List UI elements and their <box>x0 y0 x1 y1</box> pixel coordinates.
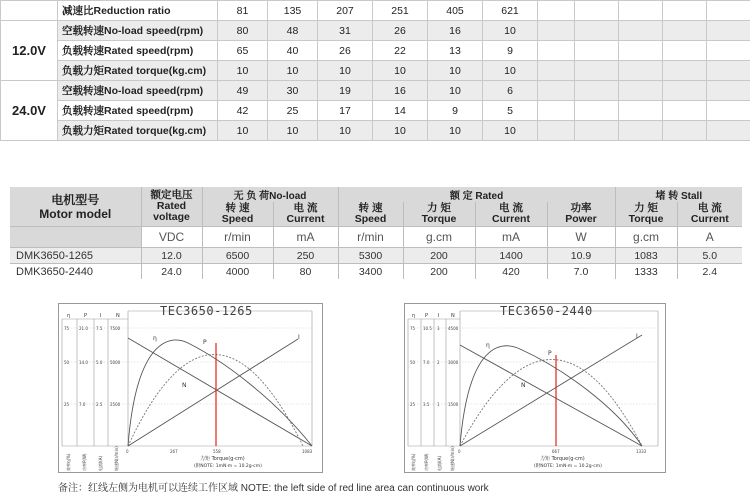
svg-text:5000: 5000 <box>110 360 121 365</box>
value-cell: 10 <box>268 61 318 81</box>
noload-header: 无 负 荷No-load <box>202 187 338 202</box>
svg-text:7.0: 7.0 <box>79 402 86 407</box>
svg-text:I: I <box>100 313 102 319</box>
value-cell: 80 <box>273 264 338 280</box>
svg-text:50: 50 <box>64 360 70 365</box>
value-cell: 4000 <box>202 264 273 280</box>
unit-cell: mA <box>273 227 338 248</box>
value-cell: 10 <box>428 121 483 141</box>
eff-curve-label: η <box>153 335 157 342</box>
svg-text:7.0: 7.0 <box>423 360 430 365</box>
svg-text:267: 267 <box>170 449 178 454</box>
value-cell: 10 <box>268 121 318 141</box>
value-cell: 7.0 <box>547 264 615 280</box>
value-cell: 6500 <box>202 248 273 264</box>
svg-text:2: 2 <box>437 360 440 365</box>
svg-text:电流I(A): 电流I(A) <box>98 455 103 471</box>
svg-text:N: N <box>116 313 120 319</box>
svg-text:75: 75 <box>410 326 416 331</box>
value-cell: 42 <box>218 101 268 121</box>
unit-cell: g.cm <box>615 227 677 248</box>
value-cell: 10 <box>318 61 373 81</box>
svg-text:1083: 1083 <box>302 449 313 454</box>
svg-text:25: 25 <box>410 402 416 407</box>
reduction-ratio-table <box>0 0 750 141</box>
svg-text:1: 1 <box>437 402 440 407</box>
row-label: 负载力矩Rated torque(kg.cm) <box>58 61 218 81</box>
value-cell: 13 <box>428 41 483 61</box>
speed-curve-label: N <box>521 382 526 389</box>
value-cell: 31 <box>318 21 373 41</box>
svg-text:1500: 1500 <box>448 402 459 407</box>
ratio-cell: 81 <box>218 1 268 21</box>
svg-text:1333: 1333 <box>636 449 647 454</box>
value-cell: 10 <box>373 121 428 141</box>
svg-text:3000: 3000 <box>448 360 459 365</box>
svg-text:3: 3 <box>437 326 440 331</box>
row-label: 负载转速Rated speed(rpm) <box>58 41 218 61</box>
value-cell: 25 <box>268 101 318 121</box>
svg-text:667: 667 <box>552 449 560 454</box>
footnote: 备注：红线左侧为电机可以连续工作区域 NOTE: the left side of red line area can continuous work <box>58 483 489 494</box>
value-cell: 40 <box>268 41 318 61</box>
value-cell: 10 <box>483 61 538 81</box>
svg-text:N: N <box>451 313 455 319</box>
svg-text:P: P <box>84 313 88 319</box>
x-caption: 力矩 Torque(g-cm) <box>540 456 585 462</box>
value-cell: 1333 <box>615 264 677 280</box>
table-row <box>1 101 750 121</box>
value-cell: 10 <box>483 21 538 41</box>
value-cell: 16 <box>373 81 428 101</box>
svg-text:3.5: 3.5 <box>423 402 430 407</box>
eff-curve-label: η <box>486 342 490 349</box>
ratio-label: 减速比Reduction ratio <box>58 1 218 21</box>
r-speed-header: 转 速 Speed <box>338 202 403 227</box>
current-curve-label: I <box>298 334 300 341</box>
chart-title: TEC3650-2440 <box>500 304 593 318</box>
svg-text:5.0: 5.0 <box>96 360 103 365</box>
value-cell: 10 <box>218 61 268 81</box>
svg-text:转速N(r/min): 转速N(r/min) <box>450 446 455 471</box>
value-cell: 10 <box>218 121 268 141</box>
unit-cell: W <box>547 227 615 248</box>
unit-cell: g.cm <box>403 227 475 248</box>
table-row <box>1 41 750 61</box>
svg-text:10.5: 10.5 <box>423 326 432 331</box>
value-cell: 5300 <box>338 248 403 264</box>
table-row <box>1 121 750 141</box>
value-cell: 14 <box>373 101 428 121</box>
unit-cell: VDC <box>141 227 202 248</box>
value-cell: 17 <box>318 101 373 121</box>
value-cell: 9 <box>428 101 483 121</box>
value-cell: 1083 <box>615 248 677 264</box>
svg-text:558: 558 <box>213 449 221 454</box>
svg-text:2.5: 2.5 <box>96 402 103 407</box>
value-cell: 2.4 <box>677 264 742 280</box>
value-cell: 250 <box>273 248 338 264</box>
ratio-cell: 405 <box>428 1 483 21</box>
value-cell: 49 <box>218 81 268 101</box>
value-cell: 10.9 <box>547 248 615 264</box>
value-cell: 26 <box>373 21 428 41</box>
svg-text:转速N(r/min): 转速N(r/min) <box>114 446 119 471</box>
ratio-cell: 621 <box>483 1 538 21</box>
unit-cell: r/min <box>202 227 273 248</box>
s-current-header: 电 流 Current <box>677 202 742 227</box>
svg-text:效率η(%): 效率η(%) <box>66 453 71 471</box>
model-header: 电机型号 Motor model <box>10 187 141 227</box>
value-cell: 16 <box>428 21 483 41</box>
svg-text:I: I <box>438 313 440 319</box>
table-row <box>1 81 750 101</box>
value-cell: 48 <box>268 21 318 41</box>
performance-chart-2440 <box>404 303 666 473</box>
voltage-cell: 12.0V <box>1 21 58 81</box>
value-cell: 19 <box>318 81 373 101</box>
table-row <box>10 264 742 280</box>
performance-chart-1265 <box>58 303 323 473</box>
unit-row <box>10 227 742 248</box>
ratio-cell: 207 <box>318 1 373 21</box>
value-cell: 6 <box>483 81 538 101</box>
speed-curve-label: N <box>182 382 187 389</box>
x-note: (附NOTE: 1mN·m = 10.2g-cm) <box>194 464 262 469</box>
value-cell: 22 <box>373 41 428 61</box>
value-cell: 10 <box>428 61 483 81</box>
rated-header: 额 定 Rated <box>338 187 615 202</box>
value-cell: 10 <box>428 81 483 101</box>
unit-cell: A <box>677 227 742 248</box>
power-curve-label: P <box>548 350 552 357</box>
value-cell: 3400 <box>338 264 403 280</box>
chart-svg <box>58 303 323 473</box>
s-torque-header: 力 矩 Torque <box>615 202 677 227</box>
svg-text:0: 0 <box>458 449 461 454</box>
value-cell: 10 <box>373 61 428 81</box>
value-cell: 10 <box>318 121 373 141</box>
ratio-cell: 251 <box>373 1 428 21</box>
spec-group-header <box>10 187 742 202</box>
svg-text:2500: 2500 <box>110 402 121 407</box>
svg-text:14.0: 14.0 <box>79 360 88 365</box>
table-row <box>1 61 750 81</box>
x-caption: 力矩 Torque(g-cm) <box>200 456 245 462</box>
value-cell: 80 <box>218 21 268 41</box>
ratio-cell: 135 <box>268 1 318 21</box>
svg-text:25: 25 <box>64 402 70 407</box>
svg-text:7.5: 7.5 <box>96 326 103 331</box>
chart-title: TEC3650-1265 <box>160 304 253 318</box>
value-cell: 200 <box>403 264 475 280</box>
svg-text:η: η <box>412 313 416 319</box>
value-cell: 200 <box>403 248 475 264</box>
value-cell: 420 <box>475 264 547 280</box>
svg-text:4500: 4500 <box>448 326 459 331</box>
value-cell: 24.0 <box>141 264 202 280</box>
ratio-row <box>1 1 750 21</box>
value-cell: 12.0 <box>141 248 202 264</box>
value-cell: 30 <box>268 81 318 101</box>
svg-text:0: 0 <box>126 449 129 454</box>
svg-text:η: η <box>67 313 71 319</box>
svg-text:功率P(W): 功率P(W) <box>82 453 87 471</box>
svg-text:P: P <box>425 313 429 319</box>
value-cell: 10 <box>483 121 538 141</box>
table-row <box>1 21 750 41</box>
value-cell: 5.0 <box>677 248 742 264</box>
r-current-header: 电 流 Current <box>475 202 547 227</box>
row-label: 负载转速Rated speed(rpm) <box>58 101 218 121</box>
svg-text:功率P(W): 功率P(W) <box>424 453 429 471</box>
r-power-header: 功率 Power <box>547 202 615 227</box>
unit-cell: r/min <box>338 227 403 248</box>
r-torque-header: 力 矩 Torque <box>403 202 475 227</box>
stall-header: 堵 转 Stall <box>615 187 742 202</box>
svg-text:21.0: 21.0 <box>79 326 88 331</box>
model-cell: DMK3650-1265 <box>10 248 141 264</box>
row-label: 空载转速No-load speed(rpm) <box>58 81 218 101</box>
svg-text:7500: 7500 <box>110 326 121 331</box>
value-cell: 26 <box>318 41 373 61</box>
nl-current-header: 电 流 Current <box>273 202 338 227</box>
x-note: (附NOTE: 1mN·m = 10.2g-cm) <box>534 464 602 469</box>
value-cell: 5 <box>483 101 538 121</box>
power-curve-label: P <box>203 339 207 346</box>
chart-svg <box>404 303 666 473</box>
value-cell: 9 <box>483 41 538 61</box>
value-cell: 65 <box>218 41 268 61</box>
voltage-header: 额定电压 Rated voltage <box>141 187 202 227</box>
svg-text:效率η(%): 效率η(%) <box>411 453 416 471</box>
nl-speed-header: 转 速 Speed <box>202 202 273 227</box>
motor-spec-table <box>10 187 742 279</box>
current-curve-label: I <box>636 333 638 340</box>
table-row <box>10 248 742 264</box>
row-label: 空载转速No-load speed(rpm) <box>58 21 218 41</box>
svg-text:50: 50 <box>410 360 416 365</box>
value-cell: 1400 <box>475 248 547 264</box>
row-label: 负载力矩Rated torque(kg.cm) <box>58 121 218 141</box>
svg-text:电流I(A): 电流I(A) <box>437 455 442 471</box>
voltage-cell: 24.0V <box>1 81 58 141</box>
model-cell: DMK3650-2440 <box>10 264 141 280</box>
svg-text:75: 75 <box>64 326 70 331</box>
unit-cell: mA <box>475 227 547 248</box>
